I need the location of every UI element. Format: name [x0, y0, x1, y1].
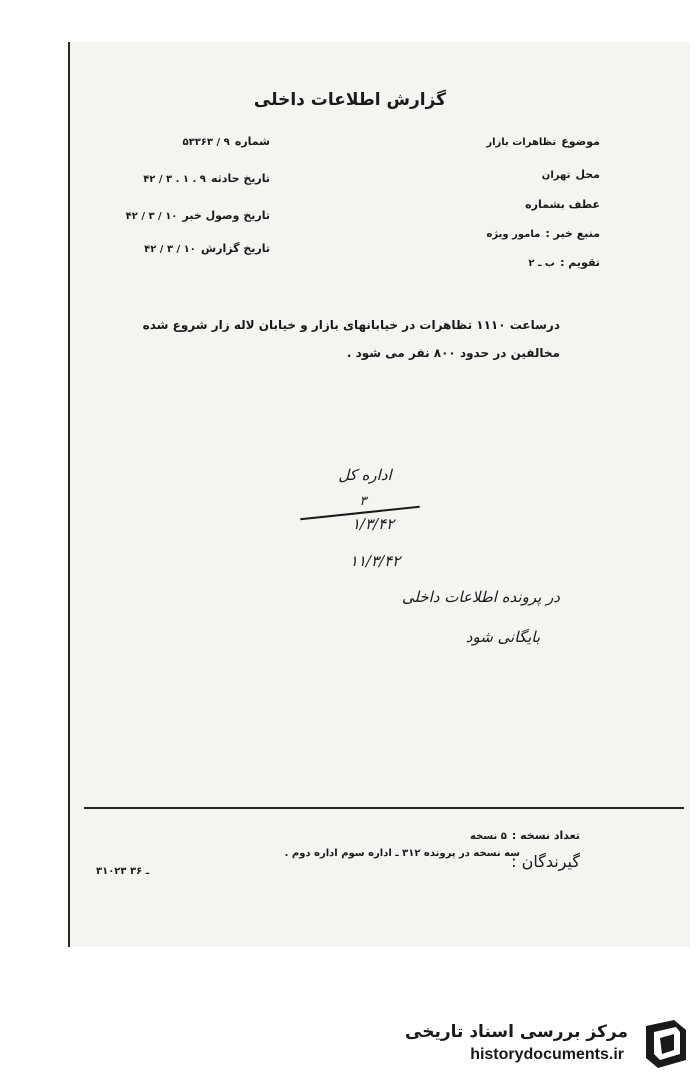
incident-date-value: ۹ . ۱ . ۳ / ۴۲	[143, 174, 206, 185]
body-line-2: مخالفین در حدود ۸۰۰ نفر می شود .	[346, 346, 560, 360]
receipt-date-label: تاریخ وصول خبر	[182, 209, 270, 222]
footer-rule	[84, 807, 684, 809]
receipt-date-value: ۱۰ / ۳ / ۴۲	[125, 211, 178, 222]
copies-label: تعداد نسخه :	[511, 829, 580, 842]
incident-date-label: تاریخ حادثه	[211, 172, 270, 185]
subject-row	[440, 130, 600, 149]
subject-value: تظاهرات بازار	[486, 137, 557, 148]
page-edge	[68, 42, 70, 947]
receipt-date-row	[90, 204, 270, 223]
report-date-label: تاریخ گزارش	[200, 242, 270, 255]
source-row	[440, 222, 600, 241]
source-label: منبع خبر :	[545, 227, 600, 240]
watermark-name: مرکز بررسی اسناد تاریخی	[405, 1022, 628, 1042]
handwritten-instruction-2: بایگانی شود	[465, 628, 540, 646]
place-row	[440, 163, 600, 182]
watermark	[400, 1010, 700, 1079]
copies-value: ۵ نسخه	[470, 831, 507, 842]
place-value: تهران	[541, 170, 571, 181]
handwritten-instruction-1: در پرونده اطلاعات داخلی	[401, 588, 560, 606]
archive-logo-icon	[640, 1016, 692, 1072]
incident-date-row	[90, 167, 270, 186]
source-value: مامور ویژه	[486, 229, 541, 240]
recipients-label: گیرندگان :	[511, 852, 580, 871]
handwritten-number: ۳	[359, 494, 367, 509]
handwritten-office: اداره کل	[338, 466, 392, 484]
document-code: ۳۱۰۲۳ ـ ۳۶	[96, 866, 150, 877]
number-value: ۹ / ۵۳۳۶۳	[182, 137, 230, 148]
recipients-value: سه نسخه در پرونده ۳۱۲ ـ اداره سوم اداره دوم .	[284, 848, 520, 859]
report-date-row	[90, 237, 270, 256]
reference-label: عطف بشماره	[525, 198, 600, 211]
reference-row	[440, 193, 600, 212]
watermark-site: historydocuments.ir	[470, 1046, 624, 1063]
body-line-1: درساعت ۱۱۱۰ تظاهرات در خیابانهای بازار و خیابان لاله زار شروع شده	[142, 318, 560, 332]
number-row	[90, 130, 270, 149]
evaluation-label: تقویم :	[560, 256, 600, 269]
copies-row	[440, 824, 580, 843]
subject-label: موضوع	[561, 135, 600, 148]
report-date-value: ۱۰ / ۳ / ۴۲	[144, 244, 196, 255]
handwritten-date-2: ۱۱/۳/۴۲	[349, 552, 401, 570]
document-title: گزارش اطلاعات داخلی	[253, 90, 447, 110]
handwritten-date-1: ۱/۳/۴۲	[351, 515, 395, 533]
place-label: محل	[575, 168, 600, 181]
evaluation-value: ب ـ ۲	[528, 258, 555, 269]
evaluation-row	[440, 251, 600, 270]
number-label: شماره	[234, 135, 270, 148]
